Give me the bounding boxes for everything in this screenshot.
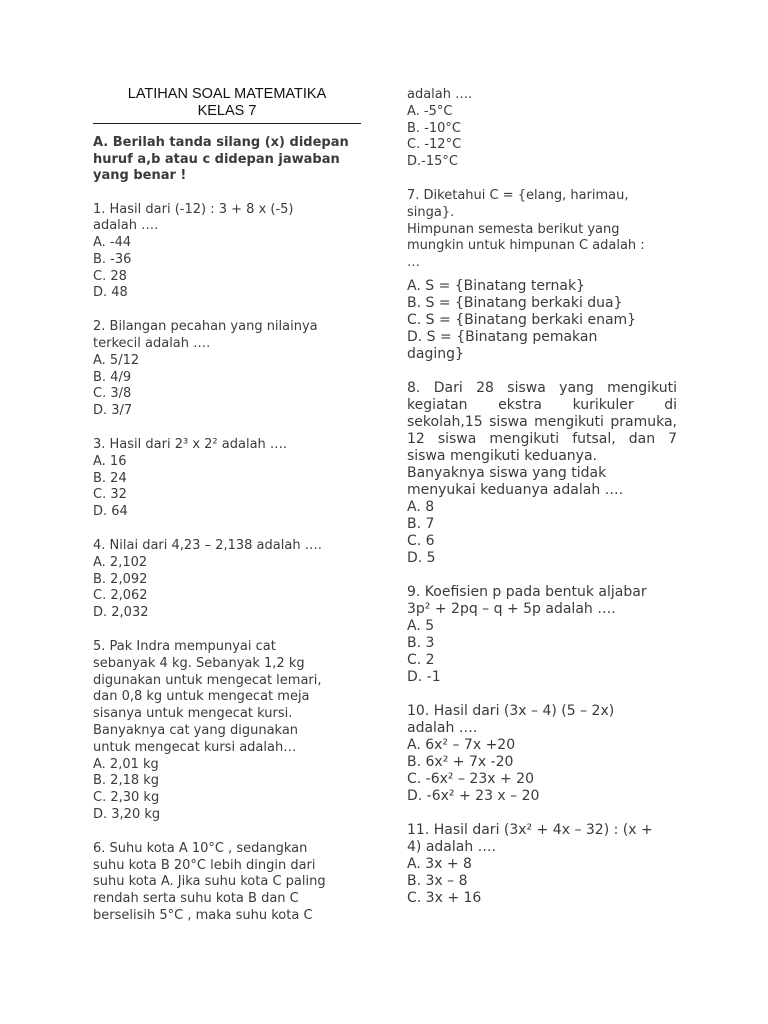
- question-10-option-b: B. 6x² + 7x -20: [407, 753, 514, 770]
- question-5: [93, 639, 365, 824]
- question-3-stem-line: 3. Hasil dari 2³ x 2² adalah ….: [93, 437, 288, 453]
- section-instruction: A. Berilah tanda silang (x) didepan huruf a,b atau c didepan jawaban yang benar !: [93, 135, 349, 183]
- question-11-option-a: A. 3x + 8: [407, 855, 472, 872]
- question-9-stem-line: 9. Koefisien p pada bentuk aljabar: [407, 583, 647, 600]
- question-6-option-c: C. -12°C: [407, 137, 462, 153]
- question-5-stem-line: digunakan untuk mengecat lemari,: [93, 672, 322, 688]
- question-7-stem-line: mungkin untuk himpunan C adalah :: [407, 238, 645, 254]
- question-5-stem-line: 5. Pak Indra mempunyai cat: [93, 639, 276, 655]
- question-4-option-d: D. 2,032: [93, 605, 149, 621]
- question-9: [407, 584, 677, 686]
- question-5-stem-line: sebanyak 4 kg. Sebanyak 1,2 kg: [93, 655, 305, 671]
- question-6-stem-line: berselisih 5°C , maka suhu kota C: [93, 907, 313, 923]
- question-7-option-d-continued: daging}: [407, 345, 464, 362]
- question-5-option-a: A. 2,01 kg: [93, 756, 159, 772]
- question-8-option-d: D. 5: [407, 549, 436, 566]
- question-5-stem-line: untuk mengecat kursi adalah…: [93, 739, 297, 755]
- page-title: [93, 86, 361, 120]
- question-3-option-d: D. 64: [93, 504, 128, 520]
- question-2-stem-line: terkecil adalah ….: [93, 336, 211, 352]
- question-6-stem-line: rendah serta suhu kota B dan C: [93, 891, 299, 907]
- question-8: [407, 380, 677, 567]
- question-10-stem-line: adalah ….: [407, 719, 478, 736]
- question-9-option-a: A. 5: [407, 617, 435, 634]
- question-4-option-c: C. 2,062: [93, 588, 148, 604]
- question-5-stem-line: dan 0,8 kg untuk mengecat meja: [93, 689, 310, 705]
- question-7-stem-line: singa}.: [407, 204, 455, 220]
- question-7: [407, 188, 677, 363]
- question-6-stem-line: suhu kota B 20°C lebih dingin dari: [93, 857, 316, 873]
- question-7-stem-line: 7. Diketahui C = {elang, harimau,: [407, 187, 629, 203]
- question-3-option-c: C. 32: [93, 487, 127, 503]
- question-11-option-b: B. 3x – 8: [407, 872, 468, 889]
- question-1-option-a: A. -44: [93, 235, 132, 251]
- question-3-option-b: B. 24: [93, 470, 127, 486]
- question-9-option-b: B. 3: [407, 634, 435, 651]
- question-9-stem-line: 3p² + 2pq – q + 5p adalah ….: [407, 600, 616, 617]
- question-5-option-d: D. 3,20 kg: [93, 807, 161, 822]
- question-6-stem-continued: adalah ….: [407, 87, 473, 102]
- question-1-option-b: B. -36: [93, 251, 132, 267]
- question-1-option-c: C. 28: [93, 268, 127, 284]
- question-11-option-c: C. 3x + 16: [407, 889, 482, 906]
- question-4: [93, 538, 365, 622]
- question-3: [93, 437, 365, 521]
- question-7-option-a: A. S = {Binatang ternak}: [407, 277, 585, 294]
- question-2: [93, 319, 365, 420]
- question-6-continued: [407, 87, 677, 171]
- question-5-option-b: B. 2,18 kg: [93, 773, 160, 789]
- question-11: [407, 822, 677, 907]
- question-6-option-d: D.-15°C: [407, 154, 458, 170]
- question-7-option-b: B. S = {Binatang berkaki dua}: [407, 294, 623, 311]
- question-4-option-a: A. 2,102: [93, 554, 148, 570]
- question-8-stem-line: Banyaknya siswa yang tidak: [407, 464, 607, 481]
- question-2-option-c: C. 3/8: [93, 386, 132, 402]
- question-3-option-a: A. 16: [93, 453, 127, 469]
- question-11-stem-line: 4) adalah ….: [407, 838, 497, 855]
- left-column: [93, 86, 365, 925]
- question-8-option-b: B. 7: [407, 515, 435, 532]
- question-1-option-d: D. 48: [93, 285, 128, 301]
- question-6-option-b: B. -10°C: [407, 120, 461, 136]
- title-line-2: KELAS 7: [197, 103, 257, 119]
- question-2-option-a: A. 5/12: [93, 352, 140, 368]
- question-8-stem-line: menyukai keduanya adalah ….: [407, 481, 624, 498]
- question-7-stem-line: Himpunan semesta berikut yang: [407, 221, 620, 237]
- question-1-stem-line: 1. Hasil dari (-12) : 3 + 8 x (-5): [93, 201, 294, 217]
- question-7-option-c: C. S = {Binatang berkaki enam}: [407, 311, 637, 328]
- question-5-stem-line: Banyaknya cat yang digunakan: [93, 723, 299, 739]
- right-column: [407, 87, 677, 907]
- question-10-option-c: C. -6x² – 23x + 20: [407, 770, 534, 787]
- question-10-option-a: A. 6x² – 7x +20: [407, 736, 516, 753]
- question-5-option-c: C. 2,30 kg: [93, 790, 160, 806]
- question-8-option-a: A. 8: [407, 498, 435, 515]
- question-9-option-d: D. -1: [407, 668, 441, 685]
- question-1-stem-line: adalah ….: [93, 218, 159, 234]
- question-2-option-d: D. 3/7: [93, 403, 133, 419]
- question-8-stem-paragraph: 8. Dari 28 siswa yang mengikuti kegiatan ekstra kurikuler di sekolah,15 siswa mengikuti pramuka, 12 siswa mengikuti futsal, dan 7 siswa mengikuti keduanya.: [407, 379, 677, 464]
- question-10-option-d: D. -6x² + 23 x – 20: [407, 787, 540, 804]
- question-6-stem-line: 6. Suhu kota A 10°C , sedangkan: [93, 840, 308, 856]
- title-line-1: LATIHAN SOAL MATEMATIKA: [127, 86, 327, 102]
- question-7-stem-line: …: [407, 255, 420, 271]
- question-11-stem-line: 11. Hasil dari (3x² + 4x – 32) : (x +: [407, 821, 653, 838]
- question-8-option-c: C. 6: [407, 532, 435, 549]
- question-1: [93, 202, 365, 303]
- question-2-option-b: B. 4/9: [93, 369, 132, 385]
- question-6: [93, 841, 365, 925]
- question-5-stem-line: sisanya untuk mengecat kursi.: [93, 706, 293, 722]
- question-4-option-b: B. 2,092: [93, 571, 148, 587]
- question-10-stem-line: 10. Hasil dari (3x – 4) (5 – 2x): [407, 702, 615, 719]
- question-10: [407, 703, 677, 805]
- question-4-stem-line: 4. Nilai dari 4,23 – 2,138 adalah ….: [93, 538, 322, 554]
- title-underline: [93, 123, 361, 124]
- question-7-option-d: D. S = {Binatang pemakan: [407, 328, 598, 345]
- question-6-stem-line: suhu kota A. Jika suhu kota C paling: [93, 874, 326, 890]
- question-6-option-a: A. -5°C: [407, 103, 453, 119]
- question-9-option-c: C. 2: [407, 651, 435, 668]
- question-2-stem-line: 2. Bilangan pecahan yang nilainya: [93, 319, 318, 335]
